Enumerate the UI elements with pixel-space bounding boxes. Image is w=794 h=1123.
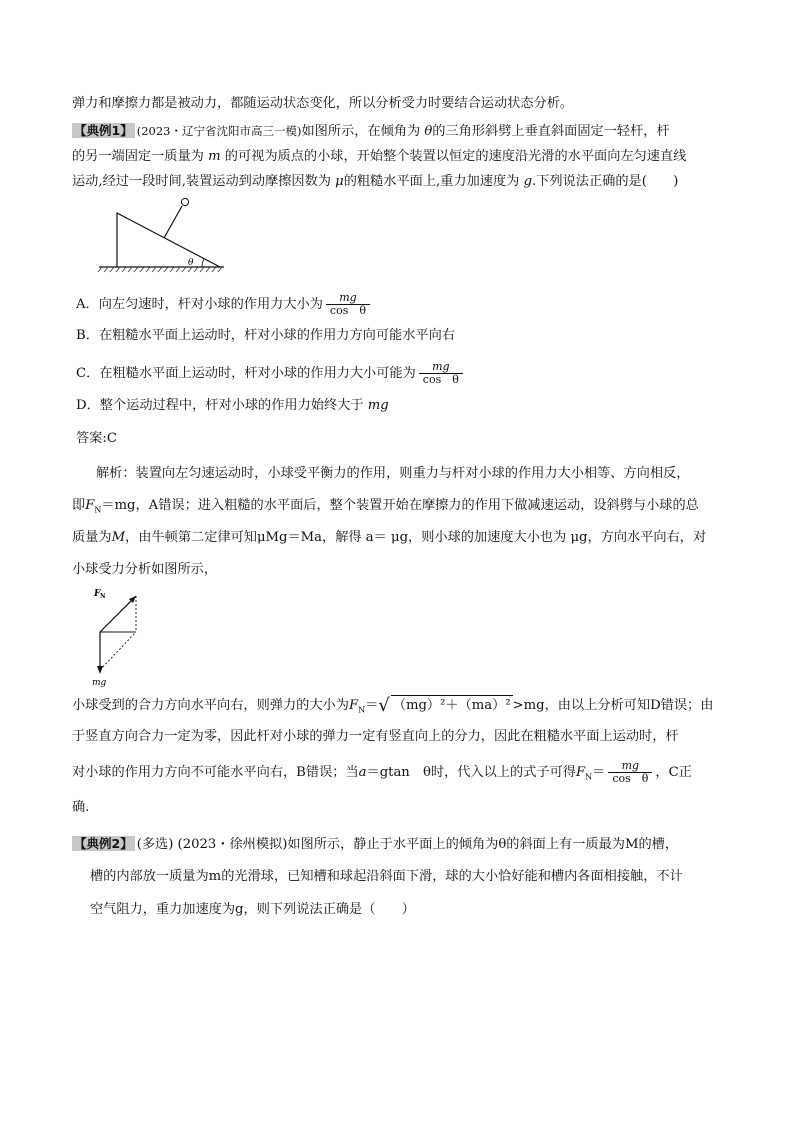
force-diagram	[86, 584, 146, 688]
example1-line1	[72, 121, 670, 142]
example1-text: 的可视为质点的小球，开始整个装置以恒定的速度沿光滑的水平面向左匀速直线	[224, 149, 687, 164]
analysis-line2	[72, 496, 699, 521]
analysis-text: ，C正	[655, 765, 692, 780]
example1-text: 如图所示，在倾角为	[301, 124, 421, 139]
intro-line: 弹力和摩擦力都是被动力，都随运动状态变化，所以分析受力时要结合运动状态分析。	[72, 96, 574, 111]
analysis-text: 小球受到的合力方向水平向右，则弹力的大小为	[72, 698, 349, 713]
example1-text: 的另一端固定一质量为	[72, 149, 204, 164]
example1-source: (2023・辽宁省沈阳市高三一模)	[136, 124, 302, 138]
example2-line1	[72, 834, 678, 855]
option-a-fraction	[326, 292, 370, 317]
analysis-text: >mg，由以上分析可知D错误；由	[512, 698, 714, 713]
fn-label-sub: N	[100, 593, 106, 600]
example1-line3	[72, 172, 678, 192]
force-subscript: N	[358, 705, 366, 715]
option-a	[76, 292, 373, 317]
example2-line3: 空气阻力，重力加速度为g，则下列说法正确是（ ）	[90, 902, 415, 917]
analysis-text: ，由牛顿第二定律可知μMg＝Ma，解得 a＝ μg，则小球的加速度大小也为 μg，方向水平向右，对	[125, 530, 707, 545]
sqrt-radicand: （mg）²＋（ma）²	[391, 695, 513, 716]
analysis-text: 对小球的作用力方向不可能水平向右，B错误；当	[72, 765, 359, 780]
analysis-fraction	[608, 760, 652, 785]
option-d-text: D．整个运动过程中，杆对小球的作用力始终大于	[76, 398, 364, 413]
example1-text: .下列说法正确的是( )	[532, 174, 679, 189]
force-subscript: N	[94, 505, 102, 515]
option-c-text: C．在粗糙水平面上运动时，杆对小球的作用力大小可能为	[76, 366, 416, 381]
analysis-line4: 小球受力分析如图所示，	[72, 562, 218, 577]
option-a-text: A．向左匀速时，杆对小球的作用力大小为	[76, 297, 323, 312]
fn-label: F	[94, 589, 101, 599]
example2-text: (多选) (2023・徐州模拟)如图所示，静止于水平面上的倾角为θ的斜面上有一质最为M的槽，	[136, 837, 679, 852]
example1-text: 的粗糙水平面上,重力加速度为	[343, 174, 520, 189]
option-c	[76, 361, 466, 386]
fraction-denominator: cos θ	[612, 772, 649, 785]
option-c-fraction	[419, 361, 463, 386]
mg-label: mg	[92, 678, 107, 688]
example1-text: 的三角形斜劈上垂直斜面固定一轻杆，杆	[432, 124, 670, 139]
option-d-var: mg	[367, 398, 389, 413]
analysis-text: 质量为	[72, 530, 112, 545]
option-b: B．在粗糙水平面上运动时，杆对小球的作用力方向可能水平向右	[76, 328, 455, 343]
example2-line2: 槽的内部放一质量为m的光滑球，已知槽和球起沿斜面下滑，球的大小恰好能和槽内各面相接触，不计	[90, 869, 683, 884]
analysis-line6: 于竖直方向合力一定为零，因此杆对小球的弹力一定有竖直向上的分力，因此在粗糙水平面上运动时，杆	[72, 729, 679, 744]
example2-tag: 【典例2】	[74, 836, 133, 851]
example1-text: 运动,经过一段时间,装置运动到动摩擦因数为	[72, 174, 331, 189]
analysis-text: ＝gtan θ时，代入以上的式子可得	[366, 765, 576, 780]
analysis-line7	[72, 760, 692, 788]
analysis-line5	[72, 695, 713, 721]
figure-theta-label: θ	[188, 258, 194, 268]
force-symbol: F	[576, 765, 586, 780]
fraction-numerator: mg	[326, 292, 370, 305]
analysis-line8: 确.	[72, 800, 90, 815]
force-symbol: F	[85, 498, 95, 513]
mu-symbol: μ	[335, 174, 344, 189]
analysis-label: 解析	[96, 466, 123, 481]
total-mass-symbol: M	[111, 530, 126, 545]
force-subscript: N	[585, 772, 593, 782]
mass-symbol: m	[208, 149, 221, 164]
analysis-text: ＝mg，A错误；进入粗糙的水平面后，整个装置开始在摩擦力的作用下做减速运动，设斜劈与小球的总	[101, 498, 699, 513]
g-symbol: g	[523, 174, 533, 189]
sqrt-sign: √	[378, 695, 390, 716]
fraction-denominator: cos θ	[329, 304, 366, 317]
option-d	[76, 396, 389, 416]
example1-line2	[72, 147, 686, 167]
equals-sign: ＝	[592, 765, 606, 780]
theta-symbol: θ	[424, 124, 433, 139]
analysis-line1	[96, 464, 689, 484]
example1-tag: 【典例1】	[74, 123, 133, 138]
analysis-line3	[72, 528, 706, 548]
fraction-numerator: mg	[608, 760, 652, 773]
fraction-denominator: cos θ	[422, 373, 459, 386]
force-symbol: F	[348, 698, 359, 713]
analysis-text: 即	[72, 498, 86, 513]
wedge-figure	[96, 198, 231, 274]
acceleration-symbol: a	[358, 765, 367, 780]
answer: 答案:C	[76, 431, 117, 446]
analysis-text: ：装置向左匀速运动时，小球受平衡力的作用，则重力与杆对小球的作用力大小相等、方向相反，	[122, 466, 690, 481]
fraction-numerator: mg	[419, 361, 463, 374]
equals-sign: ＝	[365, 698, 379, 713]
